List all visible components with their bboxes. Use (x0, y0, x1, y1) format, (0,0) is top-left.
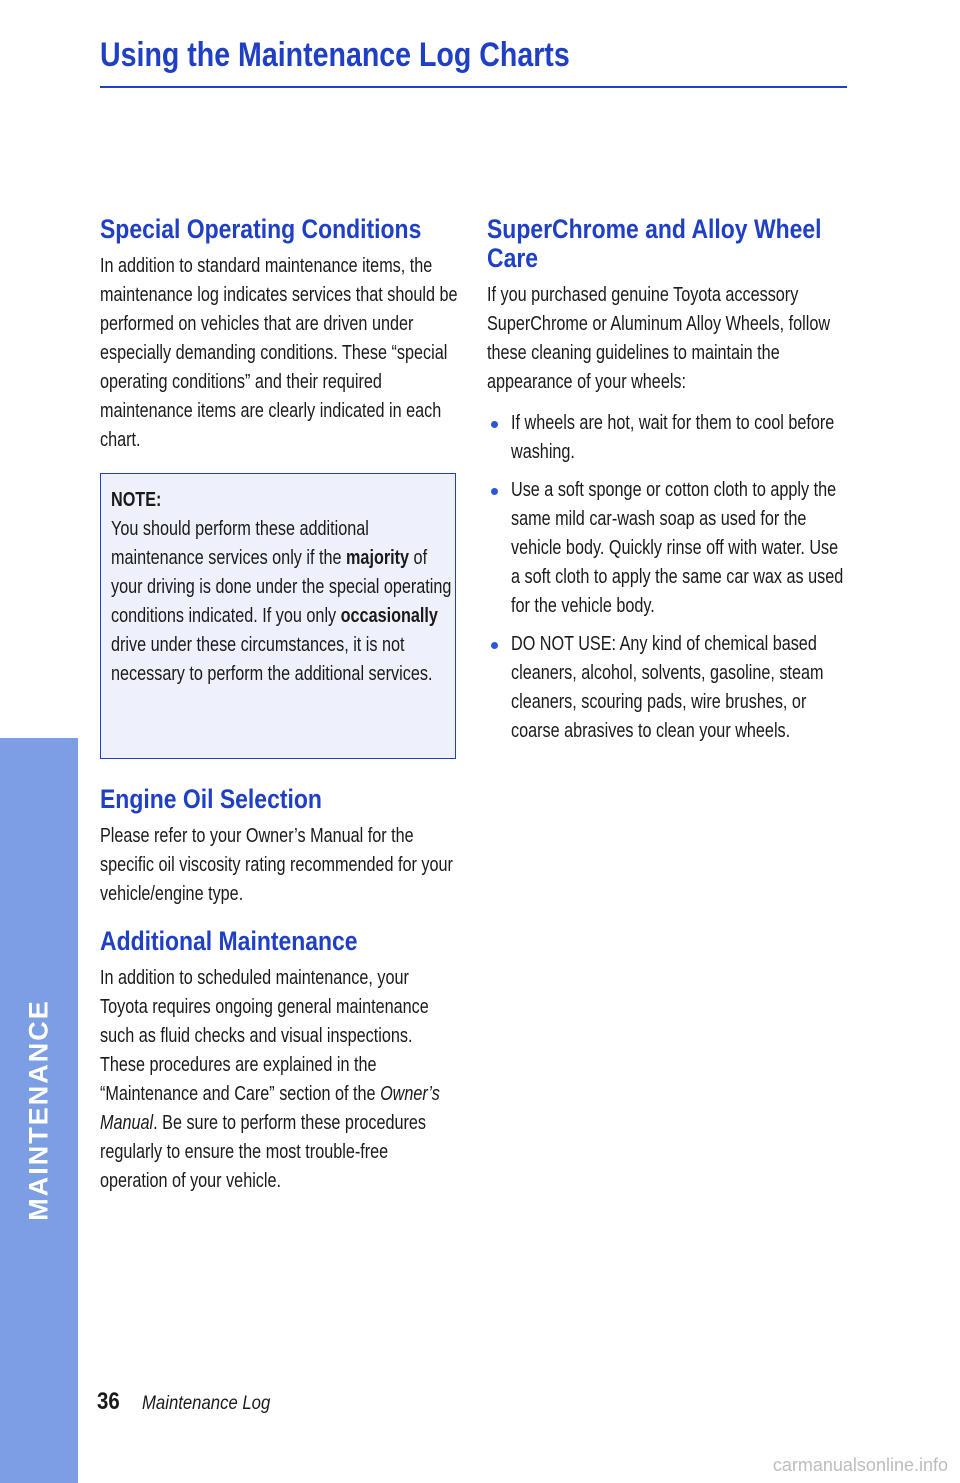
footer-label: Maintenance Log (142, 1393, 271, 1414)
additional-body-1: In addition to scheduled maintenance, your Toyota requires ongoing general maintenance such as fluid checks and visual inspections. These procedures are explained in the “Maintenance and Care” section of the (100, 967, 429, 1105)
wheel-care-heading: SuperChrome and Alloy Wheel Care (487, 214, 822, 273)
note-bold-majority: majority (346, 547, 410, 569)
wheel-care-intro: If you purchased genuine Toyota accessory SuperChrome or Aluminum Alloy Wheels, follow these cleaning guidelines to maintain the appearance of your wheels: (487, 284, 831, 393)
list-item (487, 476, 847, 621)
title-rule (100, 86, 847, 88)
section-special-operating-conditions (100, 215, 460, 759)
left-column (100, 215, 460, 1196)
sidebar-label: MAINTENANCE (23, 999, 54, 1221)
note-box (100, 473, 456, 759)
bullet-icon (491, 421, 498, 428)
owners-manual-italic: Owner’s Manual (100, 1083, 440, 1134)
note-text-3: drive under these circumstances, it is not necessary to perform the additional services. (111, 634, 433, 685)
special-conditions-heading: Special Operating Conditions (100, 214, 422, 244)
note-text-1: You should perform these additional maintenance services only if the (111, 518, 369, 569)
bullet-icon (491, 488, 498, 495)
page-number: 36 (97, 1388, 120, 1415)
note-text (111, 486, 454, 689)
engine-oil-heading: Engine Oil Selection (100, 784, 322, 814)
engine-oil-body: Please refer to your Owner’s Manual for the specific oil viscosity rating recommended for your vehicle/engine type. (100, 825, 453, 905)
additional-maintenance-heading: Additional Maintenance (100, 926, 358, 956)
additional-body-2: . Be sure to perform these procedures regularly to ensure the most trouble-free operation of your vehicle. (100, 1112, 426, 1192)
note-bold-occasionally: occasionally (340, 605, 438, 627)
section-wheel-care (487, 215, 847, 746)
special-conditions-body: In addition to standard maintenance items, the maintenance log indicates services that should be performed on vehicles that are driven under especially demanding conditions. These “special operating conditions” and their required maintenance items are clearly indicated in each chart. (100, 255, 458, 451)
page-title: Using the Maintenance Log Charts (100, 36, 570, 74)
note-title: NOTE: (111, 489, 162, 511)
list-item (487, 630, 847, 746)
list-item-text: If wheels are hot, wait for them to cool before washing. (511, 412, 835, 463)
list-item (487, 409, 847, 467)
section-additional-maintenance (100, 927, 460, 1196)
watermark: carmanualsonline.info (772, 1455, 948, 1475)
right-column (487, 215, 847, 755)
bullet-icon (491, 642, 498, 649)
list-item-text: DO NOT USE: Any kind of chemical based cleaners, alcohol, solvents, gasoline, steam cleaners, scouring pads, wire brushes, or coarse abrasives to clean your wheels. (511, 633, 824, 742)
list-item-text: Use a soft sponge or cotton cloth to apply the same mild car-wash soap as used for the vehicle body. Quickly rinse off with water. Use a soft cloth to apply the same car wax as used for the vehicle body. (511, 479, 844, 617)
note-text-2: of your driving is done under the special operating conditions indicated. If you only (111, 547, 452, 627)
additional-maintenance-body (100, 964, 459, 1196)
section-engine-oil (100, 785, 460, 909)
wheel-care-list (487, 409, 847, 746)
